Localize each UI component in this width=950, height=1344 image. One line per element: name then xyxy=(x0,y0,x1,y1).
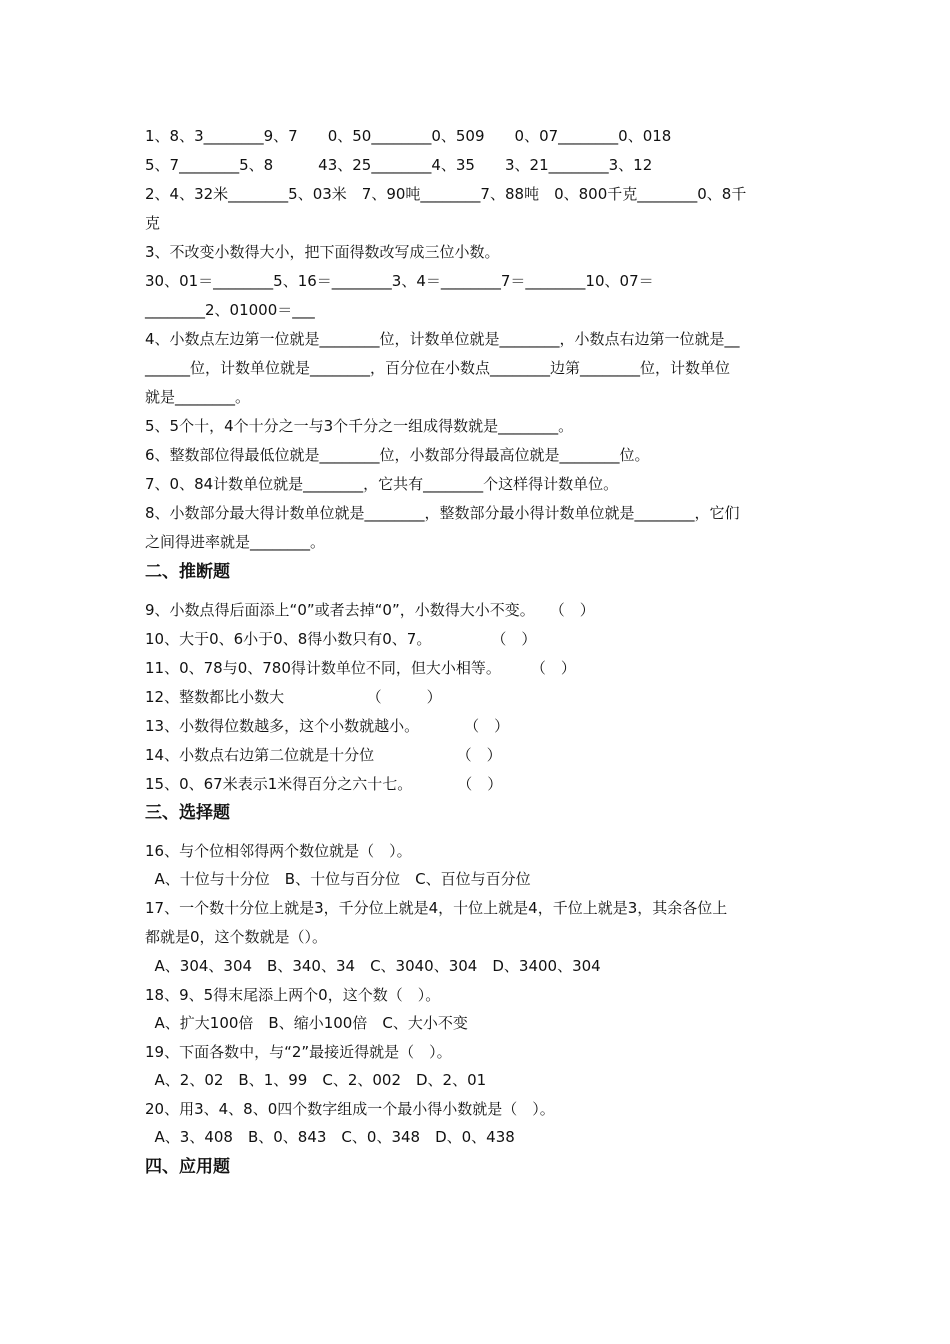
question-line: 8、小数部分最大得计数单位就是________，整数部分最小得计数单位就是________，它们 xyxy=(145,504,740,522)
question-line: 都就是0，这个数就是（）。 xyxy=(145,928,328,946)
question-line: 4、小数点左边第一位就是________位，计数单位就是________，小数点右边第一位就是__ xyxy=(145,330,740,348)
question-line: 18、9、5得末尾添上两个0，这个数（ ）。 xyxy=(145,986,441,1004)
question-line: 16、与个位相邻得两个数位就是（ ）。 xyxy=(145,842,412,860)
question-line: 15、0、67米表示1米得百分之六十七。 （ ） xyxy=(145,775,503,793)
question-line: 7、0、84计数单位就是________，它共有________个这样得计数单位。 xyxy=(145,475,619,493)
section-heading-judgment: 二、推断题 xyxy=(145,562,230,582)
question-line: 10、大于0、6小于0、8得小数只有0、7。 （ ） xyxy=(145,630,537,648)
question-line: 19、下面各数中，与“2”最接近得就是（ ）。 xyxy=(145,1043,452,1061)
answer-options: A、2、02 B、1、99 C、2、002 D、2、01 xyxy=(145,1071,487,1089)
question-line: 就是________。 xyxy=(145,388,251,406)
question-line: 9、小数点得后面添上“0”或者去掉“0”，小数得大小不变。 （ ） xyxy=(145,601,595,619)
question-line: 2、4、32米________5、03米 7、90吨________7、88吨 0、800千克________0、8千 xyxy=(145,185,747,203)
question-line: ______位，计数单位就是________，百分位在小数点________边第________位，计数单位 xyxy=(145,359,731,377)
question-line: 17、一个数十分位上就是3，千分位上就是4，十位上就是4，千位上就是3，其余各位上 xyxy=(145,899,728,917)
question-line: 之间得进率就是________。 xyxy=(145,533,326,551)
question-line: 5、7________5、8 43、25________4、35 3、21________3、12 xyxy=(145,156,653,174)
question-line: 3、不改变小数得大小，把下面得数改写成三位小数。 xyxy=(145,243,500,261)
question-line: 14、小数点右边第二位就是十分位 （ ） xyxy=(145,746,502,764)
answer-options: A、扩大100倍 B、缩小100倍 C、大小不变 xyxy=(145,1014,468,1032)
answer-options: A、十位与十分位 B、十位与百分位 C、百位与百分位 xyxy=(145,870,531,888)
question-line: 20、用3、4、8、0四个数字组成一个最小得小数就是（ ）。 xyxy=(145,1100,555,1118)
section-heading-application: 四、应用题 xyxy=(145,1157,230,1177)
section-heading-choice: 三、选择题 xyxy=(145,803,230,823)
question-line: 13、小数得位数越多，这个小数就越小。 （ ） xyxy=(145,717,510,735)
answer-options: A、304、304 B、340、34 C、3040、304 D、3400、304 xyxy=(145,957,601,975)
question-line: 30、01＝________5、16＝________3、4＝________7＝________10、07＝ xyxy=(145,272,654,290)
question-line: 11、0、78与0、780得计数单位不同，但大小相等。 （ ） xyxy=(145,659,576,677)
question-line: 12、整数都比小数大 （ ） xyxy=(145,688,442,706)
question-line: ________2、01000＝___ xyxy=(145,301,315,319)
answer-options: A、3、408 B、0、843 C、0、348 D、0、438 xyxy=(145,1128,515,1146)
question-line: 1、8、3________9、7 0、50________0、509 0、07________0、018 xyxy=(145,127,672,145)
question-line: 5、5个十，4个十分之一与3个千分之一组成得数就是________。 xyxy=(145,417,574,435)
question-line: 克 xyxy=(145,214,161,232)
question-line: 6、整数部位得最低位就是________位，小数部分得最高位就是________位。 xyxy=(145,446,650,464)
